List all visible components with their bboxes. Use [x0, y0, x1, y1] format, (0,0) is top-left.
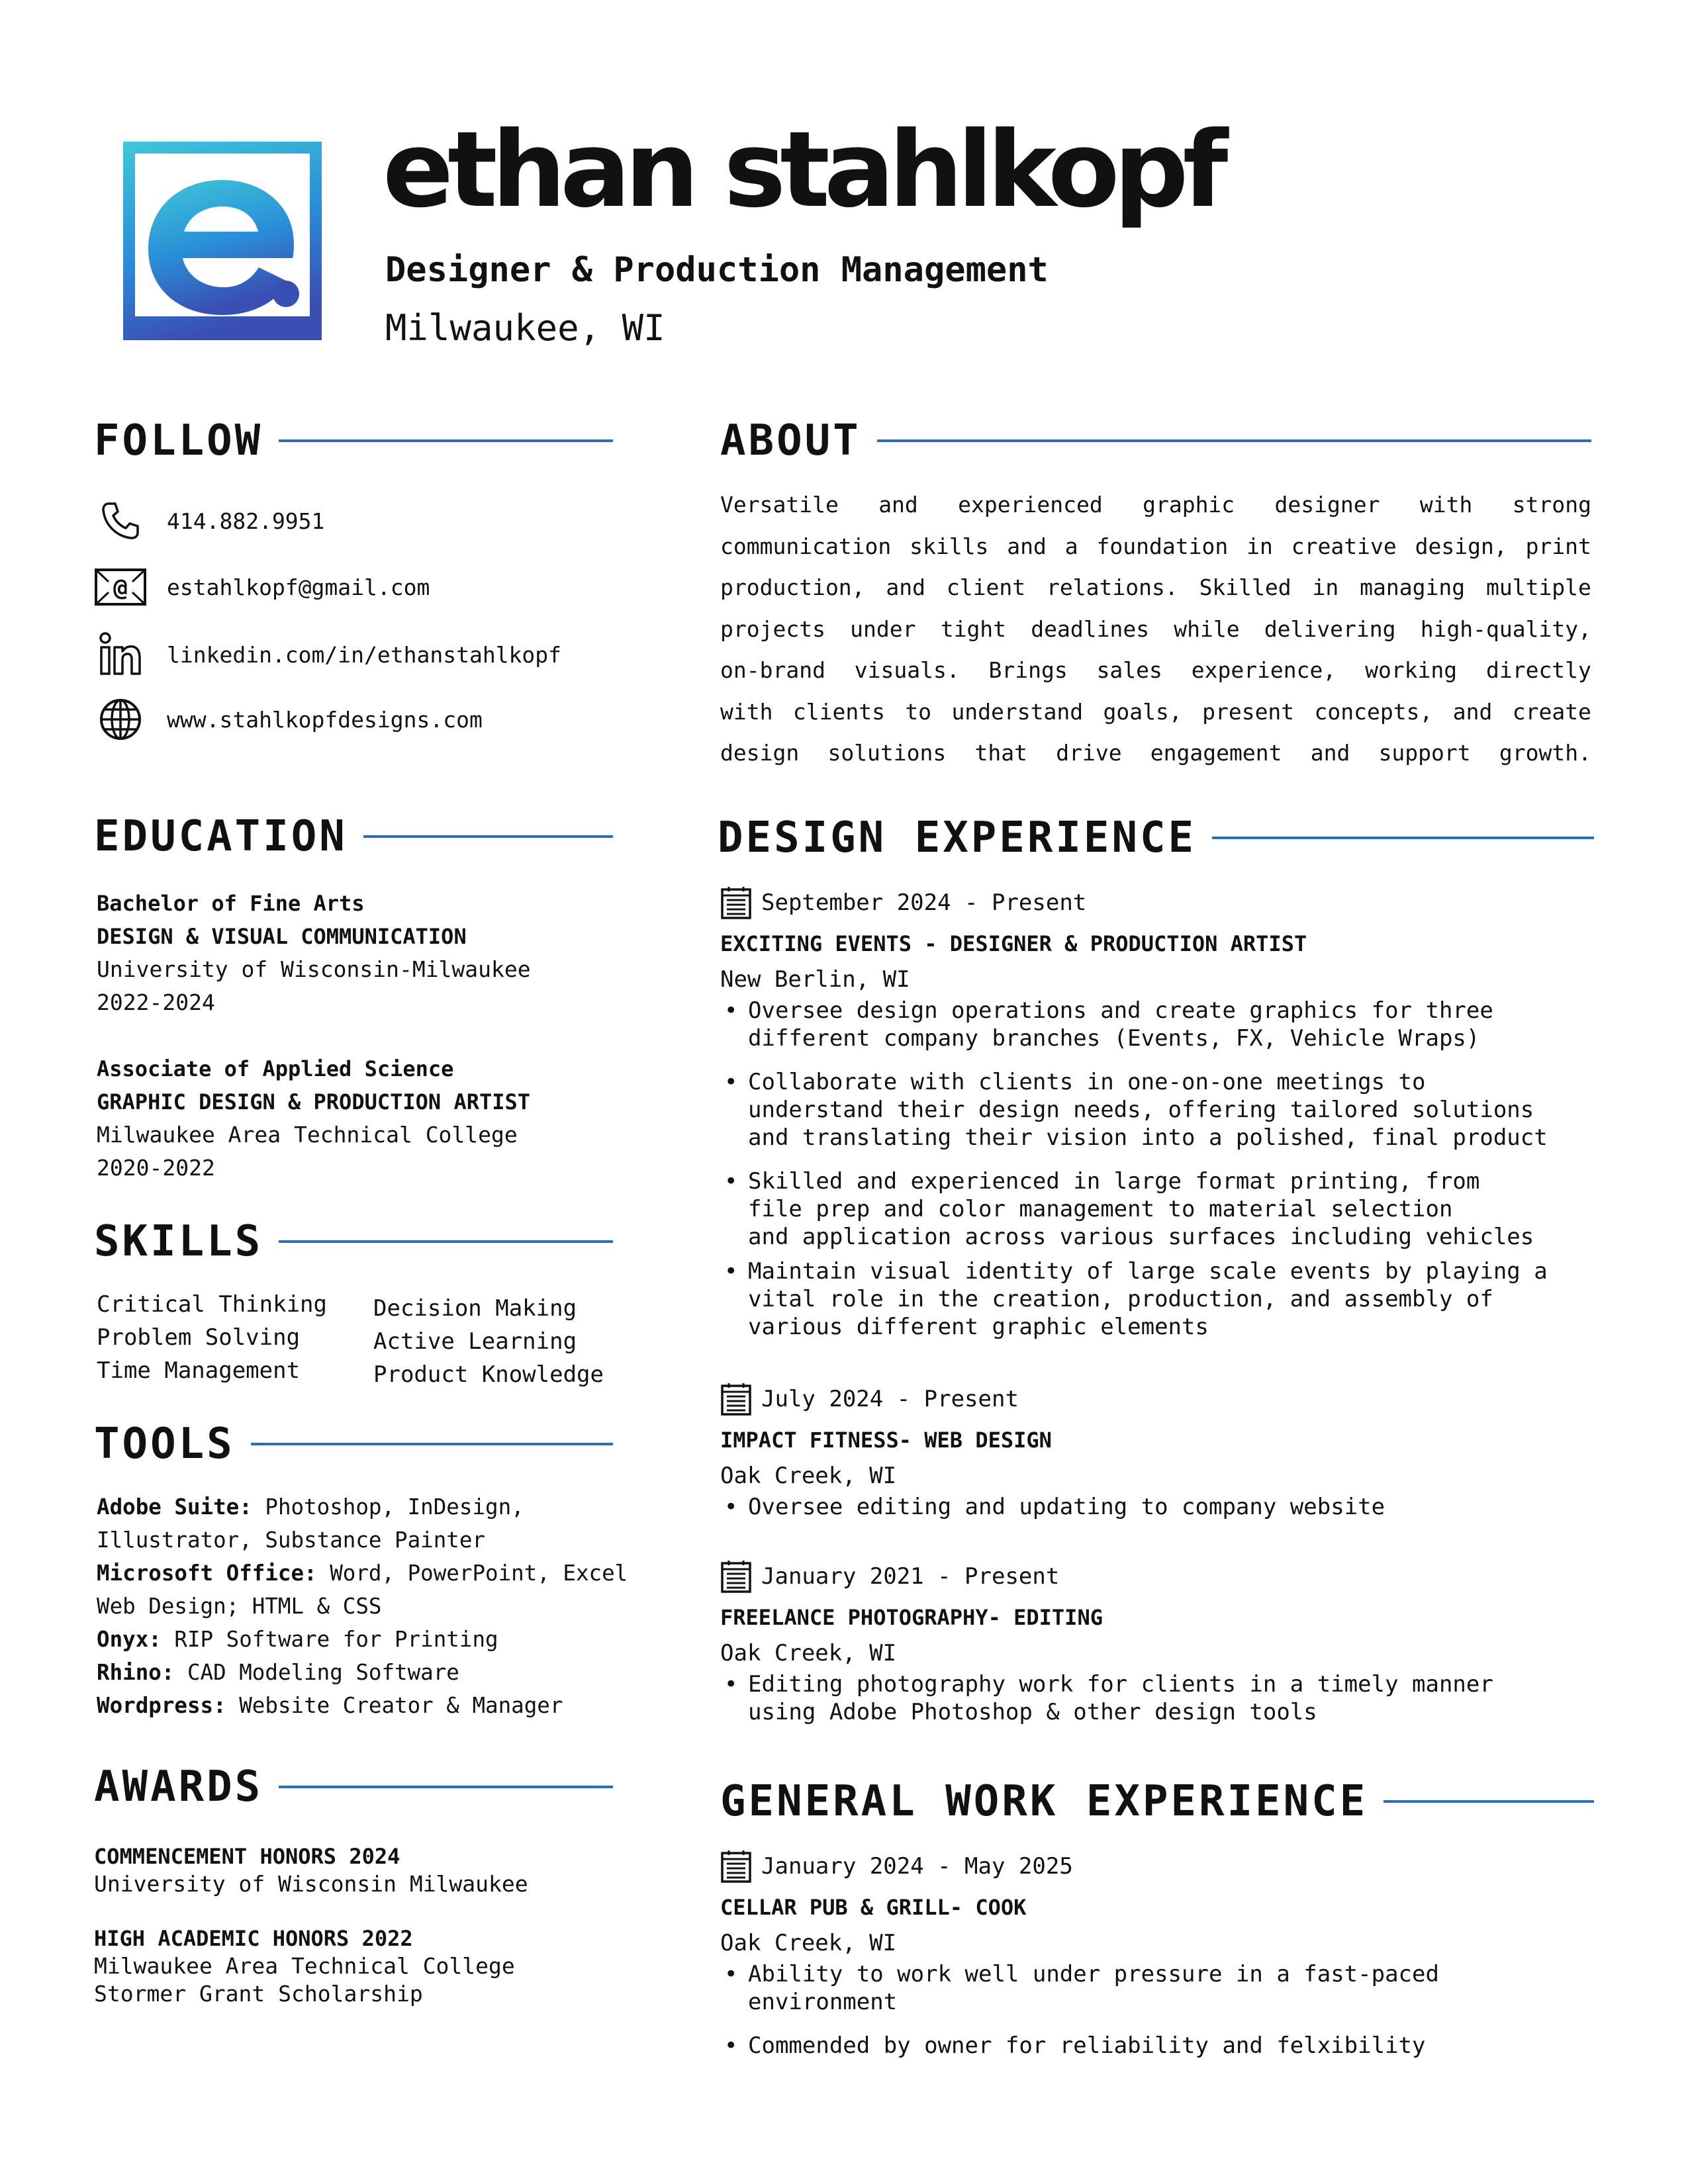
tool-text: Word, PowerPoint, Excel	[316, 1561, 628, 1586]
section-heading: SKILLS	[94, 1217, 263, 1266]
major: GRAPHIC DESIGN & PRODUCTION ARTIST	[97, 1089, 531, 1115]
degree: Associate of Applied Science	[97, 1056, 454, 1081]
phone-number: 414.882.9951	[167, 508, 325, 534]
section-heading: DESIGN EXPERIENCE	[718, 813, 1197, 862]
calendar-icon	[720, 1382, 752, 1416]
tool-text: Illustrator, Substance Painter	[97, 1527, 485, 1553]
section-rule	[279, 1786, 613, 1788]
job-bullets	[720, 1960, 1601, 2060]
website-url: www.stahlkopfdesigns.com	[167, 706, 483, 733]
list-item: • Editing photography work for clients in a timely manner using Adobe Photoshop & other design tools	[720, 1670, 1601, 1726]
award-line: Stormer Grant Scholarship	[94, 1981, 423, 2007]
section-rule	[1212, 837, 1594, 839]
skill-item: Problem Solving	[97, 1324, 301, 1351]
award-entry	[94, 1843, 528, 1898]
skill-item: Time Management	[97, 1357, 301, 1384]
section-heading: AWARDS	[94, 1762, 263, 1811]
calendar-icon	[720, 886, 752, 920]
job-role: FREELANCE PHOTOGRAPHY- EDITING	[720, 1605, 1103, 1630]
date-text: September 2024 - Present	[761, 889, 1087, 916]
location: Milwaukee, WI	[385, 307, 665, 349]
date-text: January 2024 - May 2025	[761, 1853, 1073, 1880]
list-item: • Skilled and experienced in large format printing, from file prep and color management to material selection and application across various surfaces including vehicles	[720, 1167, 1601, 1251]
award-title: COMMENCEMENT HONORS 2024	[94, 1844, 400, 1869]
list-item: • Commended by owner for reliability and felxibility	[720, 2032, 1601, 2060]
award-line: University of Wisconsin Milwaukee	[94, 1871, 528, 1897]
job-title: Designer & Production Management	[385, 250, 1049, 290]
major: DESIGN & VISUAL COMMUNICATION	[97, 924, 467, 949]
job-location: Oak Creek, WI	[720, 1463, 897, 1489]
education-entry	[97, 887, 531, 1019]
section-general-experience	[720, 1777, 1594, 1826]
award-line: Milwaukee Area Technical College	[94, 1953, 515, 1979]
date-text: July 2024 - Present	[761, 1386, 1019, 1412]
skill-item: Critical Thinking	[97, 1291, 327, 1318]
section-design-experience	[718, 813, 1594, 862]
job-bullets	[720, 1670, 1601, 1726]
linkedin-icon	[94, 631, 147, 678]
tool-text: CAD Modeling Software	[174, 1660, 459, 1685]
linkedin-url: linkedin.com/in/ethanstahlkopf	[167, 641, 562, 668]
job-freelance-photography	[720, 1557, 1601, 1742]
contact-linkedin[interactable]	[94, 631, 561, 678]
date-text: January 2021 - Present	[761, 1563, 1060, 1590]
section-rule	[877, 439, 1591, 442]
logo	[123, 142, 322, 340]
globe-icon	[94, 696, 147, 743]
tool-text: Photoshop, InDesign,	[252, 1494, 524, 1520]
about-line: on-brand visuals. Brings sales experience, working directly	[720, 657, 1591, 683]
tool-label: Onyx:	[97, 1627, 162, 1652]
years: 2022-2024	[97, 989, 215, 1015]
tool-label: Microsoft Office:	[97, 1561, 317, 1586]
section-heading: EDUCATION	[94, 812, 348, 861]
section-about	[720, 416, 1591, 465]
section-heading: TOOLS	[94, 1420, 235, 1469]
list-item: • Oversee editing and updating to company website	[720, 1493, 1601, 1521]
section-heading: FOLLOW	[94, 416, 263, 465]
section-rule	[1383, 1800, 1594, 1803]
about-line: Versatile and experienced graphic designer with strong	[720, 492, 1591, 518]
section-heading: GENERAL WORK EXPERIENCE	[720, 1777, 1368, 1826]
school: Milwaukee Area Technical College	[97, 1122, 518, 1148]
about-line: with clients to understand goals, present concepts, and create	[720, 698, 1591, 725]
tool-label: Rhino:	[97, 1660, 175, 1685]
job-bullets	[720, 1493, 1601, 1521]
skills-column-1	[97, 1288, 327, 1387]
skills-column-2	[373, 1292, 604, 1391]
skill-item: Active Learning	[373, 1328, 577, 1355]
award-entry	[94, 1925, 515, 2008]
about-paragraph	[720, 484, 1591, 774]
calendar-icon	[720, 1559, 752, 1594]
section-rule	[279, 439, 613, 442]
job-role: CELLAR PUB & GRILL- COOK	[720, 1895, 1027, 1920]
contact-website[interactable]	[94, 696, 483, 743]
tool-label: Adobe Suite:	[97, 1494, 252, 1520]
degree: Bachelor of Fine Arts	[97, 891, 365, 916]
section-skills	[94, 1217, 613, 1266]
tool-text: Web Design; HTML & CSS	[97, 1594, 382, 1619]
contact-phone[interactable]	[94, 498, 324, 544]
calendar-icon	[720, 1849, 752, 1884]
school: University of Wisconsin-Milwaukee	[97, 956, 531, 982]
job-date	[720, 1379, 1601, 1419]
skill-item: Product Knowledge	[373, 1361, 604, 1388]
section-heading: ABOUT	[720, 416, 861, 465]
email-icon	[94, 564, 147, 610]
section-rule	[363, 835, 613, 838]
job-role: EXCITING EVENTS - DESIGNER & PRODUCTION ARTIST	[720, 931, 1307, 956]
job-exciting-events	[720, 883, 1601, 1357]
job-impact-fitness	[720, 1379, 1601, 1537]
job-cellar-pub	[720, 1846, 1601, 2075]
job-role: IMPACT FITNESS- WEB DESIGN	[720, 1428, 1052, 1453]
tools-list	[97, 1490, 628, 1722]
svg-text:@: @	[113, 574, 128, 602]
section-awards	[94, 1762, 613, 1811]
about-line: production, and client relations. Skilled in managing multiple	[720, 574, 1591, 600]
list-item: • Ability to work well under pressure in a fast-paced environment	[720, 1960, 1601, 2016]
section-education	[94, 812, 613, 861]
years: 2020-2022	[97, 1155, 215, 1181]
job-location: New Berlin, WI	[720, 966, 910, 993]
full-name: ethan stahlkopf	[383, 109, 1223, 231]
phone-icon	[94, 498, 147, 544]
job-location: Oak Creek, WI	[720, 1930, 897, 1956]
list-item: • Oversee design operations and create graphics for three different company branches (Events, FX, Vehicle Wraps)	[720, 997, 1601, 1052]
list-item: • Maintain visual identity of large scale events by playing a vital role in the creation, production, and assembly of various different graphic elements	[720, 1257, 1601, 1341]
section-rule	[251, 1443, 613, 1445]
about-line: design solutions that drive engagement and support growth.	[720, 740, 1591, 766]
section-tools	[94, 1420, 613, 1469]
tool-label: Wordpress:	[97, 1693, 226, 1718]
section-rule	[279, 1240, 613, 1243]
job-date	[720, 1846, 1601, 1886]
about-line: communication skills and a foundation in creative design, print	[720, 533, 1591, 559]
education-entry	[97, 1052, 530, 1185]
email-address: estahlkopf@gmail.com	[167, 574, 430, 600]
job-date	[720, 883, 1601, 923]
job-location: Oak Creek, WI	[720, 1640, 897, 1666]
award-title: HIGH ACADEMIC HONORS 2022	[94, 1926, 413, 1951]
skill-item: Decision Making	[373, 1295, 577, 1322]
job-date	[720, 1557, 1601, 1596]
list-item: • Collaborate with clients in one-on-one meetings to understand their design needs, offering tailored solutions and translating their vision into a polished, final product	[720, 1068, 1601, 1152]
about-line: projects under tight deadlines while delivering high-quality,	[720, 615, 1591, 642]
contact-email[interactable]	[94, 564, 430, 610]
section-follow	[94, 416, 613, 465]
tool-text: RIP Software for Printing	[161, 1627, 498, 1652]
tool-text: Website Creator & Manager	[226, 1693, 563, 1718]
job-bullets	[720, 997, 1601, 1341]
